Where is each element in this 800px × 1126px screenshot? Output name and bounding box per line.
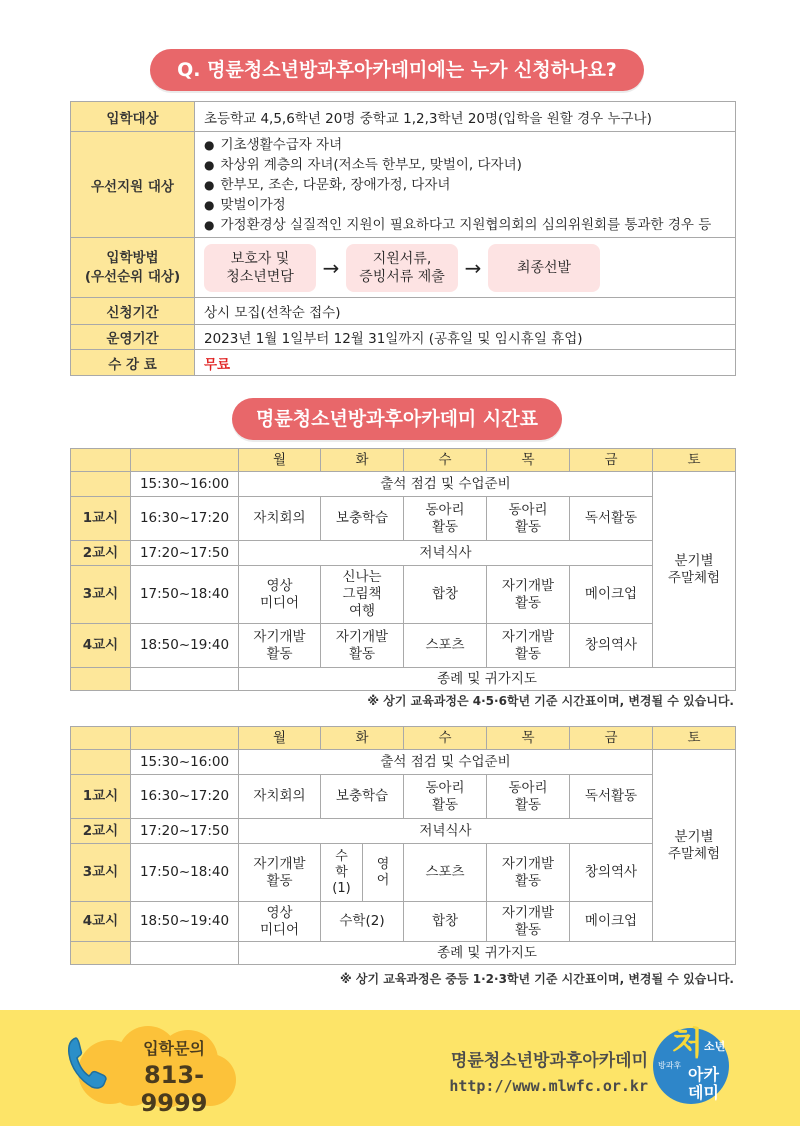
question-title: Q. 명륜청소년방과후아카데미에는 누가 신청하나요? — [150, 49, 644, 91]
time-cell: 17:50~18:40 — [131, 844, 239, 902]
priority-item: ● 맞벌이가정 — [204, 195, 726, 215]
period-label: 1교시 — [71, 497, 131, 541]
timetable-title: 명륜청소년방과후아카데미 시간표 — [232, 398, 562, 440]
period-label: 2교시 — [71, 819, 131, 844]
time-cell: 16:30~17:20 — [131, 775, 239, 819]
saturday-cell: 분기별 주말체험 — [653, 472, 736, 668]
svg-text:방과후: 방과후 — [658, 1061, 682, 1070]
class-cell: 자기개발 활동 — [321, 624, 404, 668]
priority-item: ● 가정환경상 실질적인 지원이 필요하다고 지원협의회의 심의위원회를 통과한 경우 등 — [204, 215, 726, 235]
period-label: 2교시 — [71, 541, 131, 566]
svg-text:데미: 데미 — [688, 1083, 719, 1102]
class-cell: 자기개발 활동 — [239, 624, 321, 668]
svg-text:아카: 아카 — [688, 1065, 719, 1084]
org-name: 명륜청소년방과후아카데미 — [450, 1051, 648, 1071]
class-cell: 동아리 활동 — [487, 775, 570, 819]
period-label: 3교시 — [71, 844, 131, 902]
priority-item: ● 한부모, 조손, 다문화, 장애가정, 다자녀 — [204, 175, 726, 195]
time-cell: 18:50~19:40 — [131, 902, 239, 942]
saturday-cell: 분기별 주말체험 — [653, 750, 736, 942]
time-cell: 18:50~19:40 — [131, 624, 239, 668]
svg-text:처: 처 — [672, 1024, 703, 1062]
class-cell: 동아리 활동 — [404, 775, 487, 819]
day-header: 수 — [404, 727, 487, 750]
phone-number: 813-9999 — [140, 1061, 208, 1117]
day-header: 목 — [487, 449, 570, 472]
class-cell: 창의역사 — [570, 624, 653, 668]
fee-label: 수 강 료 — [71, 350, 195, 376]
time-cell: 16:30~17:20 — [131, 497, 239, 541]
inquiry-block — [112, 1036, 236, 1117]
apply-value: 상시 모집(선착순 접수) — [195, 298, 736, 325]
time-cell: 15:30~16:00 — [131, 750, 239, 775]
period-label: 4교시 — [71, 902, 131, 942]
admission-info-table — [70, 101, 736, 376]
apply-label: 신청기간 — [71, 298, 195, 325]
time-cell: 15:30~16:00 — [131, 472, 239, 497]
class-cell: 동아리 활동 — [404, 497, 487, 541]
timetable-note: ※ 상기 교육과정은 중등 1·2·3학년 기준 시간표이며, 변경될 수 있습니다. — [340, 972, 734, 986]
operate-label: 운영기간 — [71, 325, 195, 350]
priority-label: 우선지원 대상 — [71, 132, 195, 238]
class-cell: 자기개발 활동 — [487, 624, 570, 668]
period-label: 4교시 — [71, 624, 131, 668]
class-cell: 자치회의 — [239, 775, 321, 819]
priority-item: ● 차상위 계층의 자녀(저소득 한부모, 맞벌이, 다자녀) — [204, 155, 726, 175]
time-cell: 17:20~17:50 — [131, 819, 239, 844]
day-header: 금 — [570, 449, 653, 472]
svg-text:소년: 소년 — [704, 1040, 726, 1053]
class-cell: 스포츠 — [404, 624, 487, 668]
inquiry-label: 입학문의 — [143, 1039, 205, 1058]
class-cell: 영상 미디어 — [239, 566, 321, 624]
timetable-middle — [70, 726, 736, 965]
org-url[interactable]: http://www.mlwfc.or.kr — [449, 1077, 648, 1095]
class-cell: 자기개발 활동 — [487, 902, 570, 942]
arrow-icon: → — [464, 255, 482, 280]
target-label: 입학대상 — [71, 102, 195, 132]
day-header: 월 — [239, 727, 321, 750]
closing-cell: 종례 및 귀가지도 — [239, 668, 736, 691]
flow-step-interview: 보호자 및 청소년면담 — [204, 244, 316, 292]
class-cell: 자기개발 활동 — [487, 844, 570, 902]
class-cell: 합창 — [404, 902, 487, 942]
class-cell: 메이크업 — [570, 902, 653, 942]
admission-flow — [204, 239, 726, 297]
org-info — [449, 1046, 648, 1095]
time-cell: 17:20~17:50 — [131, 541, 239, 566]
opening-cell: 출석 점검 및 수업준비 — [239, 472, 653, 497]
class-cell: 메이크업 — [570, 566, 653, 624]
priority-item: ● 기초생활수급자 자녀 — [204, 135, 726, 155]
period-label: 3교시 — [71, 566, 131, 624]
method-label — [71, 238, 195, 298]
class-cell: 독서활동 — [570, 775, 653, 819]
target-value: 초등학교 4,5,6학년 20명 중학교 1,2,3학년 20명(입학을 원할 경우 누구나) — [195, 102, 736, 132]
class-cell: 자치회의 — [239, 497, 321, 541]
class-cell: 영상 미디어 — [239, 902, 321, 942]
timetable-note: ※ 상기 교육과정은 4·5·6학년 기준 시간표이며, 변경될 수 있습니다. — [367, 694, 734, 708]
timetable-elementary — [70, 448, 736, 691]
method-label-line: (우선순위 대상) — [84, 268, 181, 285]
day-header: 수 — [404, 449, 487, 472]
day-header: 화 — [321, 449, 404, 472]
class-cell: 수학(2) — [321, 902, 404, 942]
flow-step-final: 최종선발 — [488, 244, 600, 292]
class-cell: 창의역사 — [570, 844, 653, 902]
day-header: 월 — [239, 449, 321, 472]
dinner-cell: 저녁식사 — [239, 541, 653, 566]
class-cell: 보충학습 — [321, 497, 404, 541]
class-cell: 자기개발 활동 — [487, 566, 570, 624]
class-cell: 합창 — [404, 566, 487, 624]
opening-cell: 출석 점검 및 수업준비 — [239, 750, 653, 775]
class-cell: 신나는 그림책 여행 — [321, 566, 404, 624]
method-label-line: 입학방법 — [106, 249, 159, 266]
class-cell: 보충학습 — [321, 775, 404, 819]
priority-list — [204, 135, 726, 235]
phone-icon — [66, 1034, 108, 1090]
class-cell: 영 어 — [363, 844, 404, 902]
day-header: 화 — [321, 727, 404, 750]
period-label: 1교시 — [71, 775, 131, 819]
academy-logo-icon — [650, 1020, 732, 1108]
day-header: 토 — [653, 727, 736, 750]
class-cell: 독서활동 — [570, 497, 653, 541]
dinner-cell: 저녁식사 — [239, 819, 653, 844]
operate-value: 2023년 1월 1일부터 12월 31일까지 (공휴일 및 임시휴일 휴업) — [195, 325, 736, 350]
closing-cell: 종례 및 귀가지도 — [239, 942, 736, 965]
time-cell: 17:50~18:40 — [131, 566, 239, 624]
flow-step-documents: 지원서류, 증빙서류 제출 — [346, 244, 458, 292]
day-header: 토 — [653, 449, 736, 472]
day-header: 목 — [487, 727, 570, 750]
arrow-icon: → — [322, 255, 340, 280]
day-header: 금 — [570, 727, 653, 750]
class-cell: 수 학 (1) — [321, 844, 363, 902]
fee-value: 무료 — [195, 350, 736, 376]
class-cell: 자기개발 활동 — [239, 844, 321, 902]
class-cell: 스포츠 — [404, 844, 487, 902]
class-cell: 동아리 활동 — [487, 497, 570, 541]
